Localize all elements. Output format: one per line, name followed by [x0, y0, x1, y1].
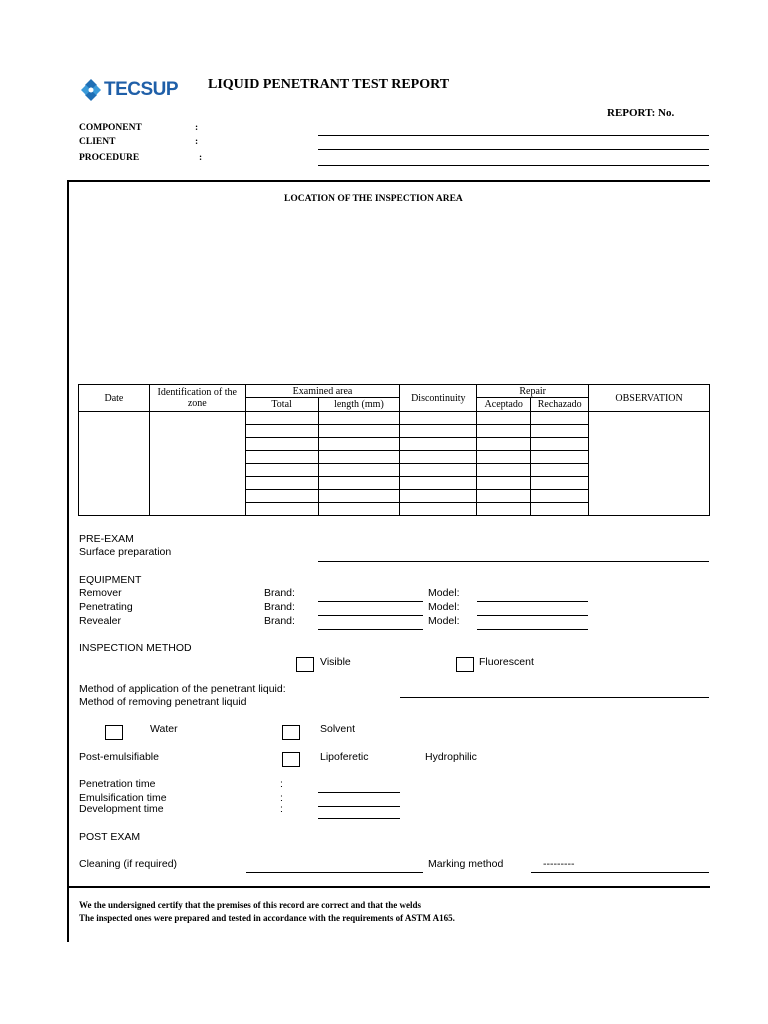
table-cell[interactable]: [477, 438, 531, 451]
table-cell[interactable]: [400, 412, 477, 425]
table-cell[interactable]: [477, 503, 531, 516]
visible-label: Visible: [320, 656, 351, 668]
table-cell[interactable]: [318, 477, 400, 490]
discontinuity-header: Discontinuity: [400, 385, 477, 412]
table-cell[interactable]: [318, 464, 400, 477]
table-cell[interactable]: [531, 425, 589, 438]
table-cell[interactable]: [400, 464, 477, 477]
marking-method-field[interactable]: [531, 872, 709, 873]
model-label: Model:: [428, 587, 460, 599]
method-application-field[interactable]: [400, 697, 709, 698]
component-field[interactable]: [318, 135, 709, 136]
table-cell[interactable]: [318, 425, 400, 438]
revealer-label: Revealer: [79, 615, 122, 627]
water-label: Water: [150, 723, 178, 735]
table-cell[interactable]: [245, 438, 318, 451]
client-colon: :: [195, 137, 199, 147]
table-cell[interactable]: [531, 438, 589, 451]
component-label: COMPONENT: [79, 123, 142, 133]
table-cell[interactable]: [531, 490, 589, 503]
procedure-field[interactable]: [318, 165, 709, 166]
table-cell[interactable]: [477, 464, 531, 477]
table-cell[interactable]: [477, 490, 531, 503]
table-cell[interactable]: [400, 477, 477, 490]
date-header: Date: [79, 385, 150, 412]
observation-header: OBSERVATION: [589, 385, 710, 412]
time-colon: :: [280, 778, 283, 790]
date-cell[interactable]: [79, 412, 150, 516]
marking-method-value: ---------: [543, 858, 575, 870]
table-cell[interactable]: [477, 425, 531, 438]
tecsup-logo: [79, 76, 185, 104]
emulsification-time-label: Emulsification time: [79, 792, 167, 804]
surface-preparation-field[interactable]: [318, 561, 709, 562]
table-cell[interactable]: [245, 451, 318, 464]
examined-area-header: Examined area: [245, 385, 400, 398]
report-title: LIQUID PENETRANT TEST REPORT: [208, 77, 450, 92]
procedure-label: PROCEDURE: [79, 153, 140, 163]
table-cell[interactable]: [400, 438, 477, 451]
lipoferetic-label: Lipoferetic: [320, 751, 369, 763]
water-checkbox[interactable]: [105, 725, 123, 740]
table-cell[interactable]: [400, 425, 477, 438]
table-cell[interactable]: [477, 451, 531, 464]
hydrophilic-label: Hydrophilic: [425, 751, 477, 763]
solvent-checkbox[interactable]: [282, 725, 300, 740]
development-time-field[interactable]: [318, 818, 400, 819]
certify-divider: [67, 886, 710, 888]
identification-cell[interactable]: [149, 412, 245, 516]
table-cell[interactable]: [318, 503, 400, 516]
table-cell[interactable]: [318, 412, 400, 425]
rechazado-header: Rechazado: [531, 398, 589, 412]
time-colon: :: [280, 792, 283, 804]
post-emulsifiable-label: Post-emulsifiable: [79, 751, 159, 763]
pre-exam-title: PRE-EXAM: [79, 533, 134, 545]
table-cell[interactable]: [531, 451, 589, 464]
equipment-title: EQUIPMENT: [79, 574, 142, 586]
observation-cell[interactable]: [589, 412, 710, 516]
table-cell[interactable]: [400, 503, 477, 516]
marking-method-label: Marking method: [428, 858, 504, 870]
cleaning-label: Cleaning (if required): [79, 858, 178, 870]
fluorescent-label: Fluorescent: [479, 656, 534, 668]
identification-header: Identification of the zone: [149, 385, 245, 412]
repair-header: Repair: [477, 385, 589, 398]
inspection-method-title: INSPECTION METHOD: [79, 642, 192, 654]
development-time-label: Development time: [79, 803, 164, 815]
penetration-time-field[interactable]: [318, 792, 400, 793]
lipoferetic-checkbox[interactable]: [282, 752, 300, 767]
solvent-label: Solvent: [320, 723, 356, 735]
logo-text: TECSUP: [104, 79, 179, 100]
table-cell[interactable]: [318, 490, 400, 503]
brand-label: Brand:: [264, 615, 295, 627]
table-cell[interactable]: [245, 490, 318, 503]
tecsup-logo-icon: [79, 78, 103, 102]
table-cell[interactable]: [400, 451, 477, 464]
total-header: Total: [245, 398, 318, 412]
emulsification-time-field[interactable]: [318, 806, 400, 807]
procedure-colon: :: [199, 153, 203, 163]
table-cell[interactable]: [318, 438, 400, 451]
client-label: CLIENT: [79, 137, 116, 147]
penetrating-brand-field[interactable]: [318, 615, 423, 616]
aceptado-header: Aceptado: [477, 398, 531, 412]
certify-line-1: We the undersigned certify that the premises of this record are correct and that the welds: [79, 900, 422, 910]
table-cell[interactable]: [245, 464, 318, 477]
frame-left-border: [67, 180, 69, 942]
table-cell[interactable]: [531, 412, 589, 425]
report-number-label: REPORT: No.: [607, 107, 675, 119]
post-exam-title: POST EXAM: [79, 831, 141, 843]
revealer-model-field[interactable]: [477, 629, 588, 630]
revealer-brand-field[interactable]: [318, 629, 423, 630]
remover-model-field[interactable]: [477, 601, 588, 602]
table-cell[interactable]: [531, 503, 589, 516]
brand-label: Brand:: [264, 587, 295, 599]
table-cell[interactable]: [245, 503, 318, 516]
table-cell[interactable]: [531, 464, 589, 477]
table-cell[interactable]: [531, 477, 589, 490]
location-title: LOCATION OF THE INSPECTION AREA: [284, 194, 463, 204]
model-label: Model:: [428, 615, 460, 627]
brand-label: Brand:: [264, 601, 295, 613]
remover-label: Remover: [79, 587, 122, 599]
time-colon: :: [280, 803, 283, 815]
inspection-area-sketch[interactable]: [78, 210, 708, 380]
table-cell[interactable]: [477, 412, 531, 425]
length-header: length (mm): [318, 398, 400, 412]
model-label: Model:: [428, 601, 460, 613]
fluorescent-checkbox[interactable]: [456, 657, 474, 672]
table-cell[interactable]: [245, 425, 318, 438]
cleaning-field[interactable]: [246, 872, 423, 873]
results-table: [78, 384, 710, 516]
penetration-time-label: Penetration time: [79, 778, 156, 790]
penetrating-model-field[interactable]: [477, 615, 588, 616]
method-removing-label: Method of removing penetrant liquid: [79, 696, 247, 708]
table-cell[interactable]: [477, 477, 531, 490]
remover-brand-field[interactable]: [318, 601, 423, 602]
surface-preparation-label: Surface preparation: [79, 546, 172, 558]
penetrating-label: Penetrating: [79, 601, 133, 613]
table-cell[interactable]: [318, 451, 400, 464]
table-cell[interactable]: [245, 412, 318, 425]
method-application-label: Method of application of the penetrant liquid:: [79, 683, 286, 695]
table-cell[interactable]: [245, 477, 318, 490]
component-colon: :: [195, 123, 199, 133]
certify-line-2: The inspected ones were prepared and tested in accordance with the requirements of ASTM A165.: [79, 913, 455, 923]
client-field[interactable]: [318, 149, 709, 150]
table-cell[interactable]: [400, 490, 477, 503]
frame-top-border: [67, 180, 710, 182]
visible-checkbox[interactable]: [296, 657, 314, 672]
